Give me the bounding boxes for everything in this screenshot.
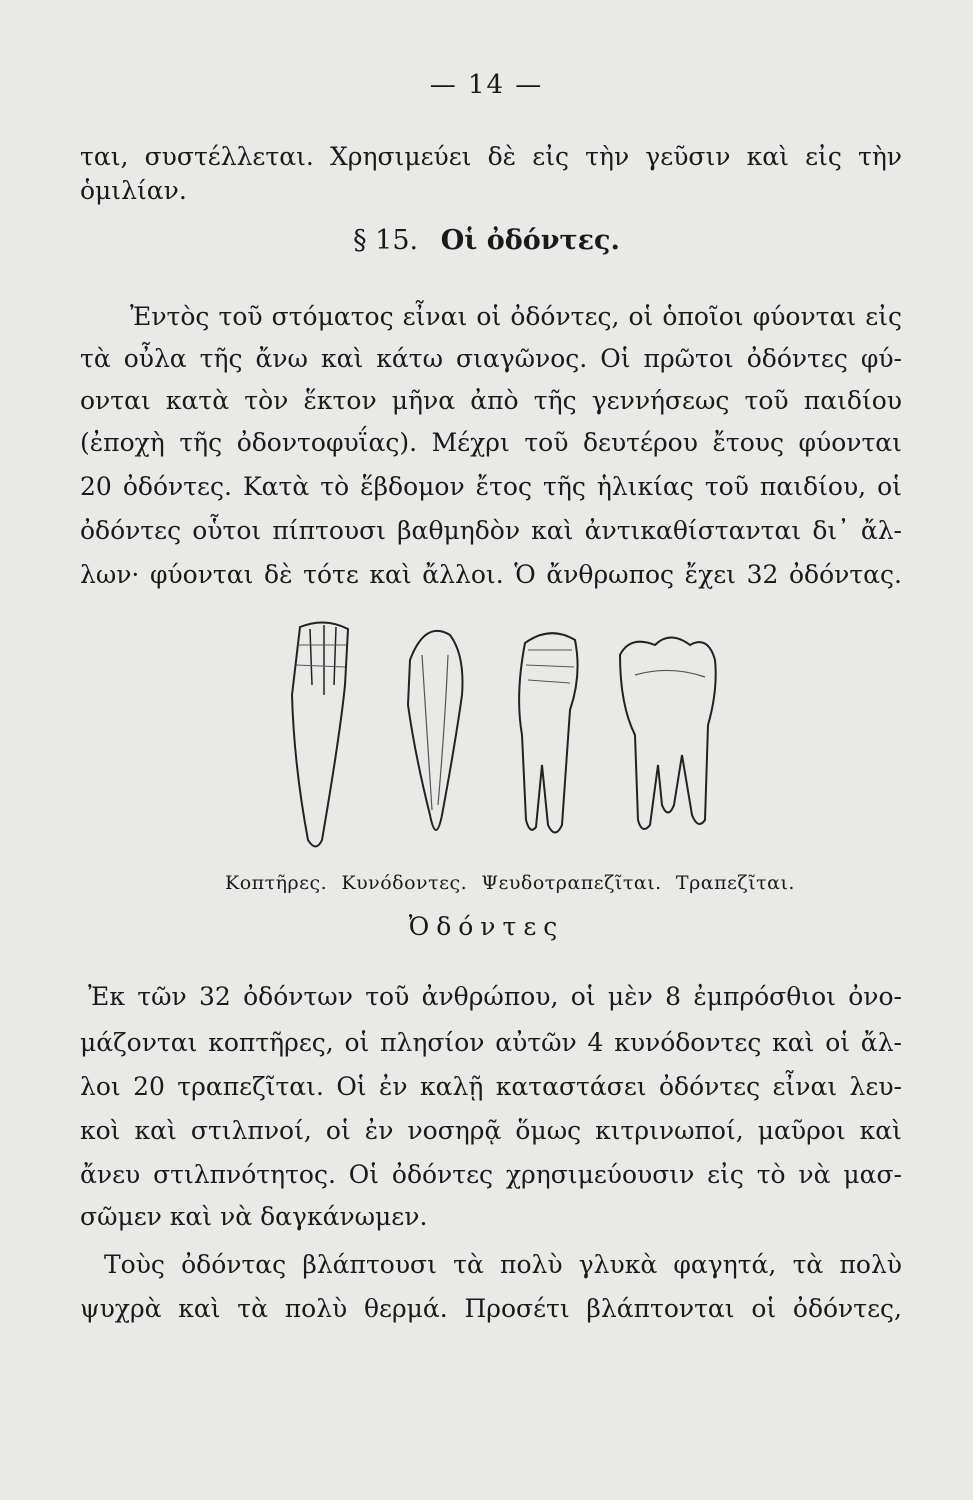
text-line: (ἐποχὴ τῆς ὀδοντοφυΐας). Μέχρι τοῦ δευτέρου ἔτους φύονται [80, 428, 902, 457]
section-heading [0, 225, 973, 256]
caption-molars: Τραπεζῖται. [675, 872, 795, 894]
text-line: Τοὺς ὀδόντας βλάπτουσι τὰ πολὺ γλυκὰ φαγητά, τὰ πολὺ [104, 1250, 902, 1279]
text-line: ψυχρὰ καὶ τὰ πολὺ θερμά. Προσέτι βλάπτονται οἱ ὀδόντες, [80, 1294, 902, 1323]
text-line: σῶμεν καὶ νὰ δαγκάνωμεν. [80, 1202, 428, 1231]
caption-incisors: Κοπτῆρες. [225, 872, 328, 894]
text-line: κοὶ καὶ στιλπνοί, οἱ ἐν νοσηρᾷ ὅμως κιτρινωποί, μαῦροι καὶ [80, 1116, 902, 1145]
text-line: 20 ὀδόντες. Κατὰ τὸ ἕβδομον ἔτος τῆς ἡλικίας τοῦ παιδίου, οἱ [80, 472, 902, 501]
caption-canines: Κυνόδοντες. [341, 872, 468, 894]
text-line: ται, συστέλλεται. Χρησιμεύει δὲ εἰς τὴν γεῦσιν καὶ εἰς τὴν [80, 142, 902, 171]
page-number: — 14 — [429, 70, 544, 100]
text-line: λων· φύονται δὲ τότε καὶ ἄλλοι. Ὁ ἄνθρωπος ἔχει 32 ὀδόντας. [80, 560, 902, 589]
text-line: ὁμιλίαν. [80, 176, 187, 205]
caption-premolars: Ψευδοτραπεζῖται. [481, 872, 662, 894]
premolar-illustration [519, 633, 577, 832]
text-line: λοι 20 τραπεζῖται. Οἱ ἐν καλῇ καταστάσει ὀδόντες εἶναι λευ- [80, 1072, 902, 1101]
section-title: Οἱ ὀδόντες. [440, 225, 620, 256]
text-line: ὀδόντες οὗτοι πίπτουσι βαθμηδὸν καὶ ἀντικαθίστανται δι᾿ ἄλ- [80, 516, 902, 545]
teeth-illustration [250, 615, 750, 860]
text-line: τὰ οὖλα τῆς ἄνω καὶ κάτω σιαγῶνος. Οἱ πρῶτοι ὀδόντες φύ- [80, 344, 902, 373]
molar-illustration [620, 638, 716, 830]
text-line: ἄνευ στιλπνότητος. Οἱ ὀδόντες χρησιμεύουσιν εἰς τὸ νὰ μασ- [80, 1160, 902, 1189]
figure-title: Ὀδόντες [408, 912, 565, 941]
incisor-illustration [292, 622, 348, 846]
canine-illustration [408, 631, 463, 830]
text-line: Ἐντὸς τοῦ στόματος εἶναι οἱ ὀδόντες, οἱ ὁποῖοι φύονται εἰς [130, 302, 902, 331]
text-line: Ἐκ τῶν 32 ὀδόντων τοῦ ἀνθρώπου, οἱ μὲν 8 ἐμπρόσθιοι ὀνο- [88, 982, 902, 1011]
figure-captions [225, 872, 795, 894]
section-number: § 15. [353, 225, 419, 256]
text-line: μάζονται κοπτῆρες, οἱ πλησίον αὐτῶν 4 κυνόδοντες καὶ οἱ ἄλ- [80, 1028, 902, 1057]
text-line: ονται κατὰ τὸν ἕκτον μῆνα ἀπὸ τῆς γεννήσεως τοῦ παιδίου [80, 386, 902, 415]
